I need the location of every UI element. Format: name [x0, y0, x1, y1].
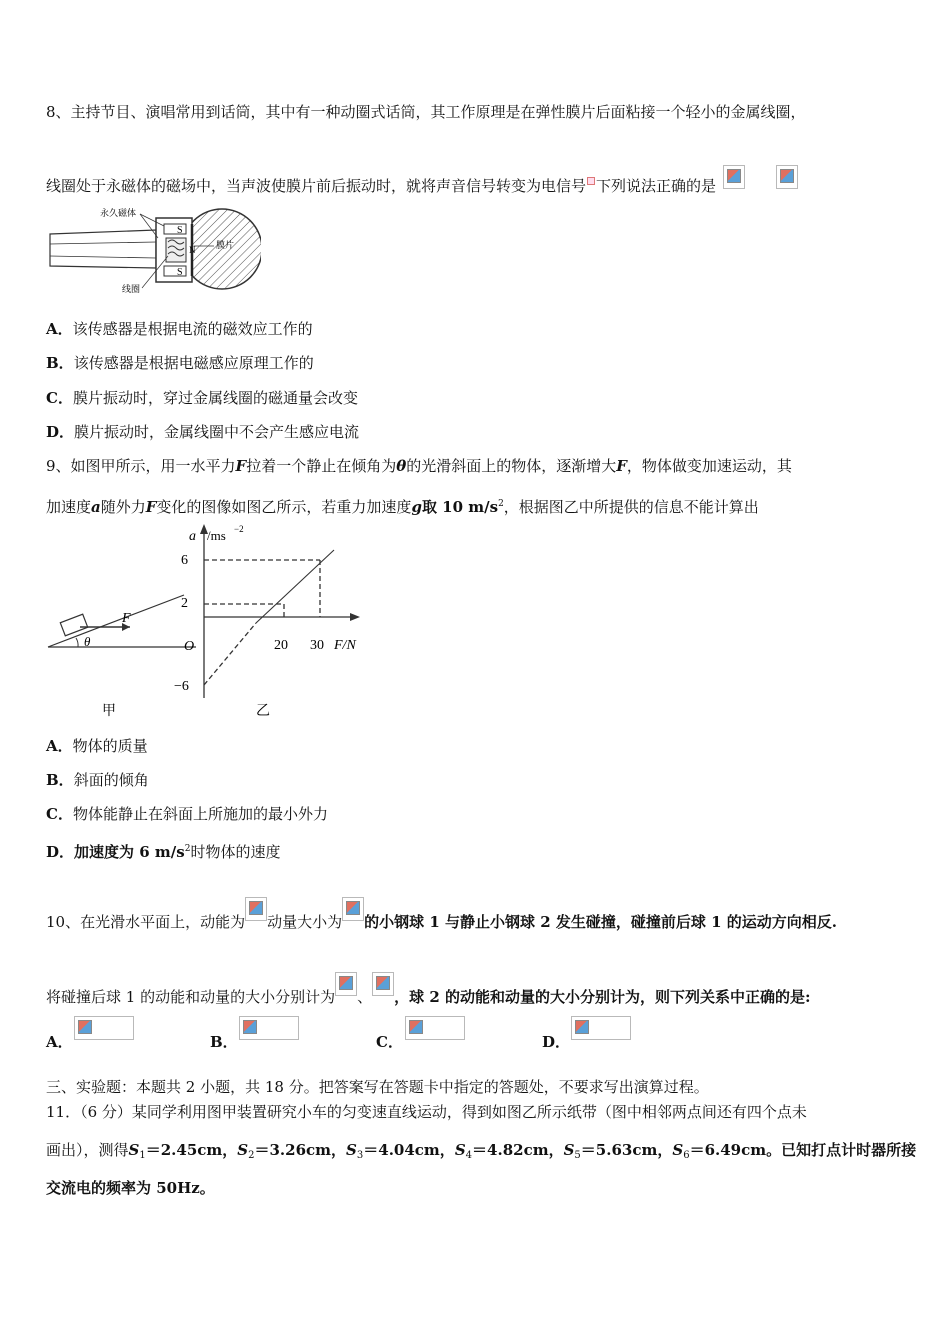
option-letter: A． — [46, 737, 73, 755]
option-text: 斜面的倾角 — [73, 771, 149, 789]
fig-label-coil: 线圈 — [122, 284, 141, 294]
q10-text: ，球 2 的动能和动量的大小分别计为，则下列关系中正确的是: — [394, 988, 811, 1006]
option-letter: A． — [46, 1033, 73, 1051]
fig-label-film: 膜片 — [216, 240, 235, 250]
q8-option-c — [46, 388, 358, 408]
q11-value: ＝4.82cm， — [472, 1141, 564, 1159]
option-text: 加速度为 6 m/s — [74, 843, 185, 861]
q11-sub: 1 — [139, 1150, 146, 1161]
fig-y-unit: /ms — [207, 528, 226, 543]
q10-text: 将碰撞后球 1 的动能和动量的大小分别计为 — [46, 988, 336, 1006]
q9-option-b — [46, 770, 149, 790]
q11-sub: 4 — [465, 1150, 473, 1161]
q9-var: g — [411, 498, 422, 516]
q10-text: 的小钢球 1 与静止小钢球 2 发生碰撞，碰撞前后球 1 的运动方向相反. — [364, 913, 837, 931]
q11-sub: 5 — [574, 1150, 581, 1161]
q11-var: S — [346, 1141, 357, 1159]
q9-text: ，物体做变加速运动，其 — [626, 457, 792, 475]
broken-image-icon — [571, 1016, 631, 1040]
option-text: 时物体的速度 — [190, 843, 281, 861]
q8-stem-line1: 8、主持节目、演唱常用到话筒，其中有一种动圈式话筒，其工作原理是在弹性膜片后面粘接一个轻小的金属线圈， — [46, 103, 806, 121]
q10-text: 动量大小为 — [267, 913, 343, 931]
q11-line1: 11．（6 分）某同学利用图甲装置研究小车的匀变速直线运动，得到如图乙所示纸带（图中相邻两点间还有四个点未 — [46, 1103, 807, 1121]
q11-value: ＝6.49cm。已知打点计时器所接 — [689, 1141, 917, 1159]
q11-sub: 6 — [683, 1150, 690, 1161]
q10-option-d — [542, 1032, 570, 1052]
broken-image-icon — [342, 897, 364, 921]
fig-label-s-bottom: S — [177, 267, 183, 278]
broken-image-icon — [239, 1016, 299, 1040]
broken-image-icon — [74, 1016, 134, 1040]
fig-tick-x20: 20 — [274, 638, 288, 653]
option-text: 该传感器是根据电流的磁效应工作的 — [72, 320, 313, 338]
option-letter: C． — [376, 1033, 403, 1051]
q9-var: F — [145, 498, 157, 516]
q9-text: 加速度 — [46, 498, 92, 516]
q9-text: ，根据图乙中所提供的信息不能计算出 — [503, 498, 759, 516]
q9-text: 拉着一个静止在倾角为 — [246, 457, 397, 475]
q10-option-b — [210, 1032, 238, 1052]
option-letter: A． — [46, 320, 73, 338]
option-letter: B． — [46, 771, 74, 789]
q8-stem-line2-text: 线圈处于永磁体的磁场中，当声波使膜片前后振动时，就将声音信号转变为电信号 — [46, 177, 587, 195]
q11-var: S — [237, 1141, 249, 1159]
q9-text: 随外力 — [100, 498, 146, 516]
q8-option-b — [46, 353, 314, 373]
q11-value: ＝3.26cm， — [254, 1141, 347, 1159]
fig-origin: O — [184, 639, 195, 654]
q11-sub: 2 — [248, 1150, 255, 1161]
option-text: 膜片振动时，金属线圈中不会产生感应电流 — [74, 423, 360, 441]
q9-option-a — [46, 736, 148, 756]
q9-text: 变化的图像如图乙所示，若重力加速度 — [156, 498, 412, 516]
fig-label-s-top: S — [177, 225, 183, 236]
q11-value: ＝2.45cm， — [145, 1141, 238, 1159]
fig-tick-yneg6: −6 — [174, 679, 189, 694]
option-letter: D． — [46, 843, 75, 861]
q9-var: θ — [396, 457, 407, 475]
q9-text: 9、如图甲所示，用一水平力 — [46, 457, 236, 475]
q10-option-a — [46, 1032, 73, 1052]
fig-tick-y2: 2 — [181, 596, 188, 611]
q10-option-c — [376, 1032, 403, 1052]
fig-angle-label: θ — [84, 634, 91, 649]
broken-image-icon — [776, 165, 798, 189]
option-text: 膜片振动时，穿过金属线圈的磁通量会改变 — [72, 389, 358, 407]
q10-text: 10、在光滑水平面上，动能为 — [46, 913, 246, 931]
q8-option-a — [46, 319, 313, 339]
fig-y-label: a — [189, 529, 196, 544]
option-letter: C． — [46, 805, 73, 823]
q10-stem-line2 — [46, 972, 811, 1007]
q11-var: S — [128, 1141, 140, 1159]
q11-var: S — [563, 1141, 575, 1159]
fig-caption-jia: 甲 — [102, 704, 116, 719]
broken-image-icon — [372, 972, 394, 996]
option-letter: B． — [210, 1033, 238, 1051]
q11-value: ＝4.04cm， — [363, 1141, 455, 1159]
section3-heading: 三、实验题：本题共 2 小题，共 18 分。把答案写在答题卡中指定的答题处，不要求写出演算过程。 — [46, 1078, 709, 1096]
q9-var: a — [91, 498, 101, 516]
broken-image-icon — [723, 165, 745, 189]
q9-stem-line1 — [46, 456, 792, 476]
option-letter: D． — [46, 423, 75, 441]
q10-text: 、 — [357, 988, 373, 1006]
q8-stem-line2-tail: 下列说法正确的是 — [596, 177, 717, 195]
q9-option-c — [46, 804, 328, 824]
fig-caption-yi: 乙 — [256, 704, 270, 719]
q8-option-d — [46, 422, 359, 442]
option-letter: D． — [542, 1033, 571, 1051]
microphone-figure — [46, 204, 261, 304]
fig-y-unit-sup: −2 — [234, 524, 244, 534]
q11-line2 — [46, 1140, 916, 1166]
fig-tick-x30: 30 — [310, 638, 324, 653]
q10-stem-line1 — [46, 897, 837, 932]
option-letter: C． — [46, 389, 73, 407]
q11-var: S — [672, 1141, 684, 1159]
q9-stem-line2 — [46, 494, 759, 517]
option-text: 该传感器是根据电磁感应原理工作的 — [73, 354, 314, 372]
q8-stem-line2 — [46, 165, 798, 196]
option-text: 物体能静止在斜面上所施加的最小外力 — [72, 805, 328, 823]
q11-text: 交流电的频率为 50Hz。 — [46, 1179, 215, 1197]
q9-option-d — [46, 839, 280, 862]
fig-x-label: F/N — [334, 638, 356, 653]
broken-image-icon — [335, 972, 357, 996]
option-sup: 2 — [184, 844, 191, 854]
q9-var: F — [616, 457, 627, 475]
q9-var: F — [235, 457, 247, 475]
option-text: 物体的质量 — [72, 737, 148, 755]
fig-tick-y6: 6 — [181, 553, 188, 568]
q9-text: 的光滑斜面上的物体，逐渐增大 — [406, 457, 617, 475]
q11-value: ＝5.63cm， — [580, 1141, 673, 1159]
fig-label-n: N — [189, 245, 196, 255]
q9-text: 取 10 m/s — [421, 498, 499, 516]
broken-image-icon — [245, 897, 267, 921]
q11-sub: 3 — [356, 1150, 364, 1161]
option-letter: B． — [46, 354, 74, 372]
broken-image-icon — [587, 177, 595, 185]
fig-label-magnet: 永久磁体 — [100, 208, 137, 218]
broken-image-icon — [405, 1016, 465, 1040]
q9-figure — [44, 522, 374, 722]
q11-text: 画出），测得 — [46, 1141, 129, 1159]
fig-force-label: F — [122, 611, 131, 626]
q9-sup: 2 — [498, 499, 504, 509]
q11-line3 — [46, 1178, 215, 1198]
q11-var: S — [454, 1141, 466, 1159]
